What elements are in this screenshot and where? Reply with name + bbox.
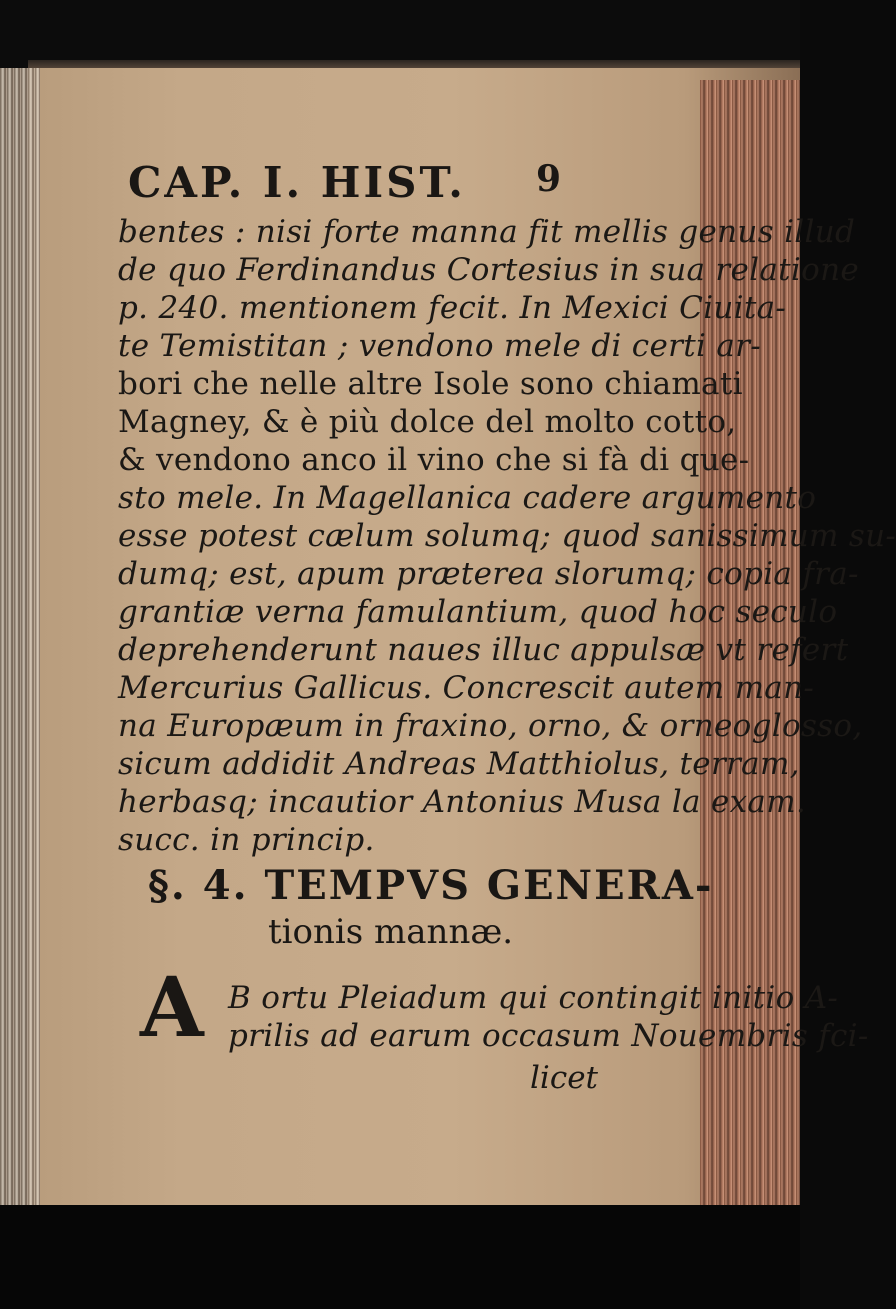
- scan-bottom-margin: [0, 1205, 800, 1309]
- section-line: prilis ad earum occasum Nouembris fci-: [228, 1018, 869, 1054]
- running-title: CAP. I. HIST.: [128, 158, 466, 207]
- body-line: bori che nelle altre Isole sono chiamati: [118, 366, 743, 402]
- body-line: te Temistitan ; vendono mele di certi ar-: [118, 328, 762, 364]
- body-line: esse potest cælum solumq; quod sanissimum su-: [118, 518, 896, 554]
- body-line: Magney, & è più dolce del molto cotto,: [118, 404, 737, 440]
- section-line: B ortu Pleiadum qui contingit initio A-: [228, 980, 839, 1016]
- drop-cap: A: [140, 960, 204, 1056]
- body-line: de quo Ferdinandus Cortesius in sua relatione: [118, 252, 860, 288]
- body-line: na Europæum in fraxino, orno, & orneoglosso,: [118, 708, 863, 744]
- left-gutter-bleedthrough: [0, 68, 40, 1208]
- body-line: Mercurius Gallicus. Concrescit autem man-: [118, 670, 815, 706]
- body-line: sicum addidit Andreas Matthiolus, terram,: [118, 746, 800, 782]
- body-line: bentes : nisi forte manna fit mellis genus illud: [118, 214, 856, 250]
- section-heading: §. 4. TEMPVS GENERA-: [148, 862, 714, 909]
- running-header: [128, 158, 628, 207]
- body-line: deprehenderunt naues illuc appulsæ vt refert: [118, 632, 849, 668]
- catchword: licet: [530, 1060, 598, 1096]
- body-line: herbasq; incautior Antonius Musa la exam.: [118, 784, 807, 820]
- body-line: grantiæ verna famulantium, quod hoc seculo: [118, 594, 838, 630]
- body-line: sto mele. In Magellanica cadere argumento: [118, 480, 817, 516]
- section-subheading: tionis mannæ.: [268, 912, 514, 952]
- body-line: & vendono anco il vino che si fà di que-: [118, 442, 750, 478]
- body-line: succ. in princip.: [118, 822, 375, 858]
- body-line: dumq; est, apum præterea slorumq; copia fra-: [118, 556, 859, 592]
- body-line: p. 240. mentionem fecit. In Mexici Ciuita-: [118, 290, 787, 326]
- page-number: 9: [536, 158, 565, 200]
